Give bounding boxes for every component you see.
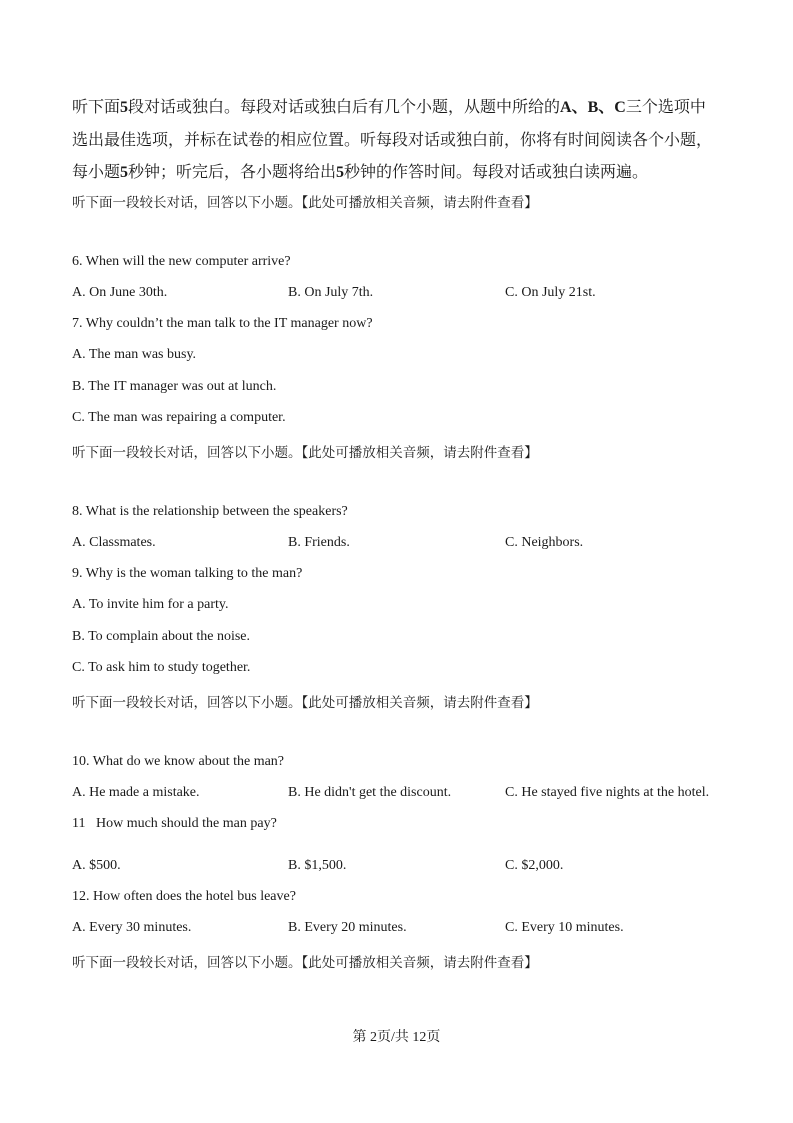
option-c: C. Every 10 minutes. [505,920,624,935]
option-c: C. $2,000. [505,858,564,873]
intro-text: 秒钟；听完后，各小题将给出 [128,164,337,181]
intro-number: 5 [120,164,129,181]
option-a: A. He made a mistake. [72,785,200,800]
question-12: 12. How often does the hotel bus leave? [72,889,296,904]
option-b: B. To complain about the noise. [72,629,251,644]
option-a: A. Classmates. [72,535,156,550]
intro-text: 秒钟的作答时间。每段对话或独白读两遍。 [344,164,649,181]
intro-number: 5 [120,99,129,116]
option-b: B. He didn't get the discount. [288,785,452,800]
intro-line-1 [72,94,706,117]
section-notice: 听下面一段较长对话，回答以下小题。【此处可播放相关音频，请去附件查看】 [72,695,538,711]
question-9: 9. Why is the woman talking to the man? [72,566,303,581]
option-c: C. The man was repairing a computer. [72,410,286,425]
section-notice: 听下面一段较长对话，回答以下小题。【此处可播放相关音频，请去附件查看】 [72,955,538,971]
page-footer: 第 2页/共 12页 [352,1030,441,1045]
option-a: A. $500. [72,858,121,873]
question-6: 6. When will the new computer arrive? [72,254,291,269]
intro-line-3 [72,159,648,182]
intro-text: 每小题 [72,164,121,181]
intro-number: 5 [336,164,345,181]
option-b: B. Friends. [288,535,350,550]
intro-text: 段对话或独白。每段对话或独白后有几个小题，从题中所给的 [128,99,561,116]
intro-options: A、B、C [560,99,626,116]
question-10: 10. What do we know about the man? [72,754,285,769]
option-a: A. On June 30th. [72,285,168,300]
option-a: A. Every 30 minutes. [72,920,192,935]
question-8: 8. What is the relationship between the speakers? [72,504,348,519]
option-a: A. To invite him for a party. [72,597,229,612]
option-c: C. Neighbors. [505,535,584,550]
option-c: C. To ask him to study together. [72,660,251,675]
question-11: 11 How much should the man pay? [72,816,277,831]
section-notice: 听下面一段较长对话，回答以下小题。【此处可播放相关音频，请去附件查看】 [72,445,538,461]
option-b: B. Every 20 minutes. [288,920,407,935]
section-notice: 听下面一段较长对话，回答以下小题。【此处可播放相关音频，请去附件查看】 [72,195,538,211]
question-7: 7. Why couldn’t the man talk to the IT manager now? [72,316,373,331]
option-b: B. On July 7th. [288,285,374,300]
option-c: C. He stayed five nights at the hotel. [505,785,710,800]
intro-text: 听下面 [72,99,121,116]
option-c: C. On July 21st. [505,285,596,300]
option-a: A. The man was busy. [72,347,197,362]
intro-text: 三个选项中 [625,99,706,116]
option-b: B. The IT manager was out at lunch. [72,379,277,394]
option-b: B. $1,500. [288,858,347,873]
intro-line-2: 选出最佳选项，并标在试卷的相应位置。听每段对话或独白前，你将有时间阅读各个小题， [72,132,713,149]
